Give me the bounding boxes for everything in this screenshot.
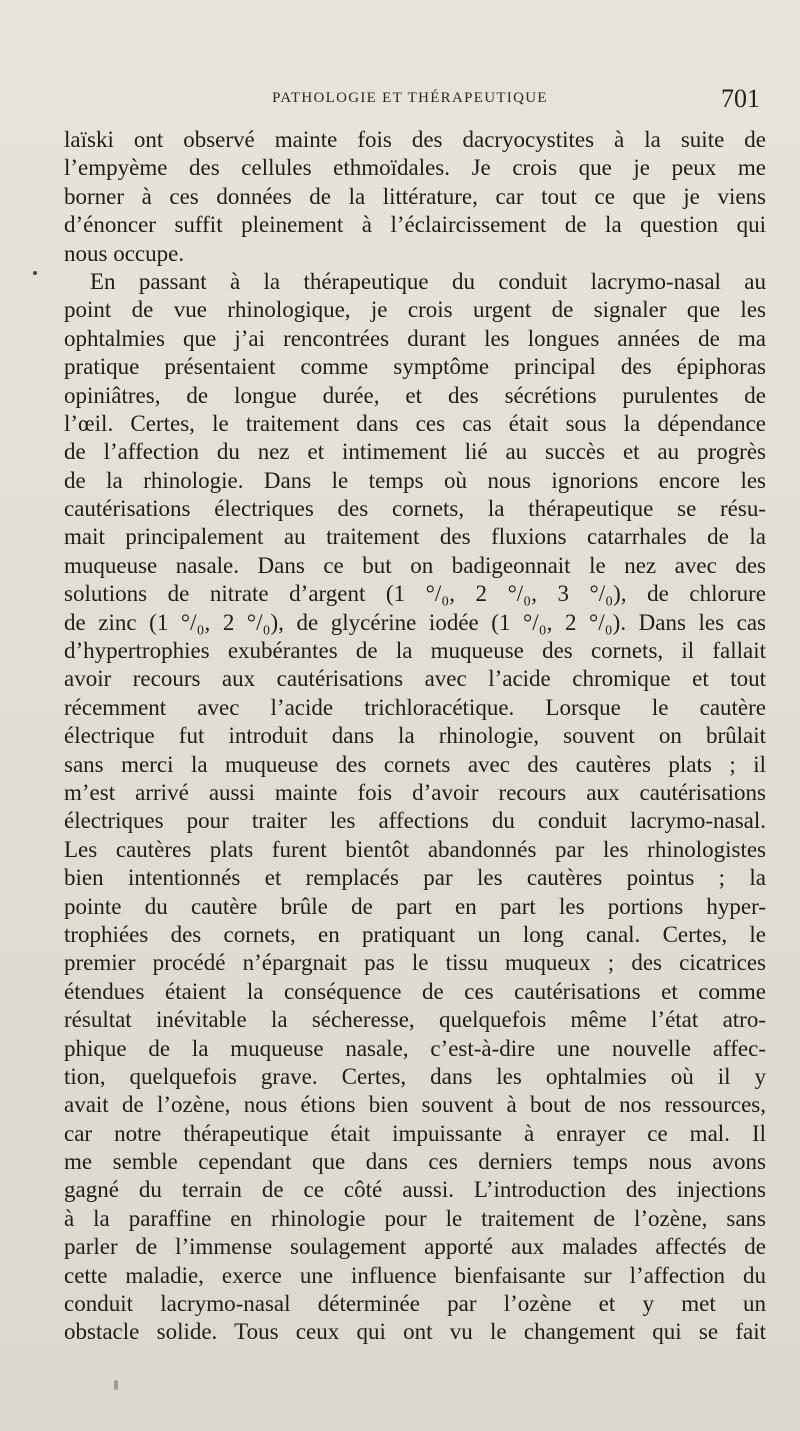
text-line: opiniâtres, de longue durée, et des sécrétions purulentes de: [64, 382, 766, 408]
text-line: point de vue rhinologique, je crois urgent de signaler que les: [64, 297, 766, 323]
text-line: résultat inévitable la sécheresse, quelquefois même l’état atro-: [64, 1007, 766, 1033]
text-line: car notre thérapeutique était impuissante à enrayer ce mal. Il: [64, 1120, 766, 1146]
text-line: nous occupe.: [64, 240, 185, 266]
text-line: m’est arrivé aussi mainte fois d’avoir recours aux cautérisations: [64, 779, 766, 805]
text-line: conduit lacrymo-nasal déterminée par l’ozène et y met un: [64, 1291, 766, 1317]
text-line: bien intentionnés et remplacés par les cautères pointus ; la: [64, 865, 766, 891]
text-line: laïski ont observé mainte fois des dacryocystites à la suite de: [64, 127, 766, 152]
ink-smudge: [114, 1380, 118, 1390]
text-line: muqueuse nasale. Dans ce but on badigeonnait le nez avec des: [64, 552, 766, 578]
text-line: électriques pour traiter les affections du conduit lacrymo-nasal.: [64, 808, 766, 834]
text-line: Les cautères plats furent bientôt abandonnés par les rhinologistes: [64, 836, 766, 862]
text-line: étendues étaient la conséquence de ces cautérisations et comme: [64, 978, 766, 1004]
text-line: mait principalement au traitement des fluxions catarrhales de la: [64, 524, 766, 550]
text-line: parler de l’immense soulagement apporté aux malades affectés de: [64, 1234, 766, 1260]
running-title: PATHOLOGIE ET THÉRAPEUTIQUE: [272, 90, 548, 106]
text-line: solutions de nitrate d’argent (1 °/₀, 2 °/₀, 3 °/₀), de chlorure: [64, 581, 766, 607]
text-line: d’énoncer suffit pleinement à l’éclaircissement de la question qui: [64, 212, 766, 238]
text-line: l’empyème des cellules ethmoïdales. Je crois que je peux me: [64, 155, 766, 181]
text-line: avait de l’ozène, nous étions bien souvent à bout de nos ressources,: [64, 1092, 766, 1118]
text-line: de l’affection du nez et intimement lié au succès et au progrès: [64, 439, 766, 465]
text-line: de la rhinologie. Dans le temps où nous ignorions encore les: [64, 467, 766, 493]
text-line: sans merci la muqueuse des cornets avec des cautères plats ; il: [64, 751, 766, 777]
text-line: phique de la muqueuse nasale, c’est-à-dire une nouvelle affec-: [64, 1035, 766, 1061]
text-line: de zinc (1 °/₀, 2 °/₀), de glycérine iodée (1 °/₀, 2 °/₀). Dans les cas: [64, 609, 766, 635]
page-number: 701: [721, 84, 760, 113]
text-line: cette maladie, exerce une influence bienfaisante sur l’affection du: [64, 1262, 766, 1288]
text-line: récemment avec l’acide trichloracétique. Lorsque le cautère: [64, 694, 766, 720]
text-line: trophiées des cornets, en pratiquant un long canal. Certes, le: [64, 921, 766, 947]
running-head: [60, 84, 760, 120]
text-line: pratique présentaient comme symptôme principal des épiphoras: [64, 354, 766, 380]
text-line: d’hypertrophies exubérantes de la muqueuse des cornets, il fallait: [64, 638, 766, 664]
text-line: à la paraffine en rhinologie pour le traitement de l’ozène, sans: [64, 1205, 766, 1231]
text-line: pointe du cautère brûle de part en part les portions hyper-: [64, 893, 766, 919]
text-line: premier procédé n’épargnait pas le tissu muqueux ; des cicatrices: [64, 950, 766, 976]
text-line: avoir recours aux cautérisations avec l’acide chromique et tout: [64, 666, 766, 692]
text-line: tion, quelquefois grave. Certes, dans les ophtalmies où il y: [64, 1063, 766, 1089]
text-line: En passant à la thérapeutique du conduit lacrymo-nasal au: [90, 268, 766, 294]
body-text: [64, 126, 766, 1347]
text-line: l’œil. Certes, le traitement dans ces cas était sous la dépendance: [64, 410, 766, 436]
text-line: ophtalmies que j’ai rencontrées durant les longues années de ma: [64, 325, 766, 351]
text-line: cautérisations électriques des cornets, la thérapeutique se résu-: [64, 496, 766, 522]
margin-mark: [33, 271, 37, 275]
text-line: me semble cependant que dans ces derniers temps nous avons: [64, 1149, 766, 1175]
text-line: obstacle solide. Tous ceux qui ont vu le changement qui se fait: [64, 1319, 766, 1345]
text-line: électrique fut introduit dans la rhinologie, souvent on brûlait: [64, 723, 766, 749]
text-line: borner à ces données de la littérature, car tout ce que je viens: [64, 183, 766, 209]
text-line: gagné du terrain de ce côté aussi. L’introduction des injections: [64, 1177, 766, 1203]
